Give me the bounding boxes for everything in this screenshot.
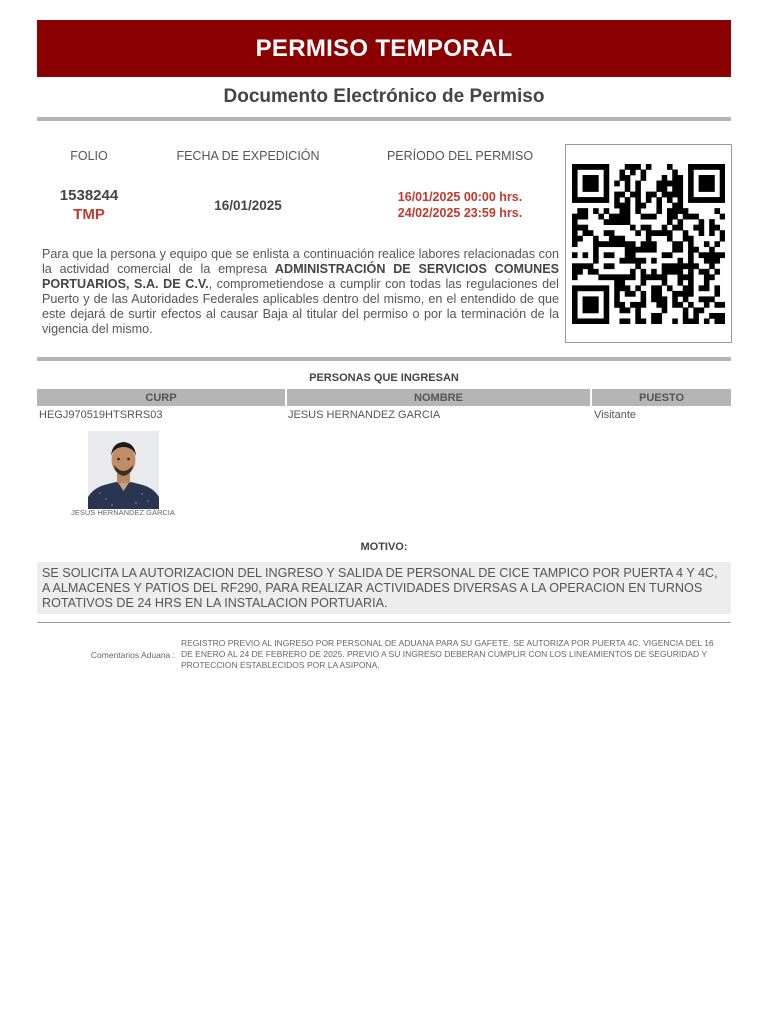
periodo-label: PERÍODO DEL PERMISO (386, 149, 534, 163)
person-photo (88, 431, 159, 509)
divider-top (37, 117, 731, 121)
column-header-puesto: PUESTO (592, 389, 731, 406)
personas-section-title: PERSONAS QUE INGRESAN (309, 372, 459, 384)
person-nombre: JESUS HERNANDEZ GARCIA (288, 409, 441, 421)
column-header-curp: CURP (37, 389, 285, 406)
folio-type: TMP (73, 206, 105, 223)
permit-title-banner (37, 20, 731, 77)
permit-description (42, 247, 559, 337)
divider-middle (37, 357, 731, 361)
folio-label: FOLIO (70, 149, 108, 163)
comentarios-text: REGISTRO PREVIO AL INGRESO POR PERSONAL DE ADUANA PARA SU GAFETE. SE AUTORIZA POR PUERTA 4C. VIGENCIA DEL 16 DE ENERO AL 24 DE FEBRERO DE 2025. PREVIO A SU INGRESO DEBERAN CUMPLIR CON LOS LINEAMIENTOS DE SEGURIDAD Y PROTECCION ESTABLECIDOS POR LA ASIPONA. (181, 638, 714, 670)
permit-title: PERMISO TEMPORAL (255, 34, 513, 62)
document-subtitle: Documento Electrónico de Permiso (223, 86, 545, 107)
periodo-value (372, 189, 548, 221)
comentarios-label: Comentarios Aduana : (90, 650, 175, 660)
motivo-text: SE SOLICITA LA AUTORIZACION DEL INGRESO Y SALIDA DE PERSONAL DE CICE TAMPICO POR PUERTA 4 Y 4C, A ALMACENES Y PATIOS DEL RF290, PARA REALIZAR ACTIVIDADES DIVERSAS A LA OPERACION EN TURNOS ROTATIVOS DE 24 HRS EN LA INSTALACION PORTUARIA. (37, 562, 731, 614)
periodo-fin: 24/02/2025 23:59 hrs. (397, 206, 523, 220)
photo-caption: JESUS HERNANDEZ GARCIA (71, 508, 175, 517)
fecha-expedicion-label: FECHA DE EXPEDICIÓN (176, 149, 320, 163)
column-header-nombre: NOMBRE (287, 389, 590, 406)
person-puesto: Visitante (594, 409, 636, 421)
periodo-inicio: 16/01/2025 00:00 hrs. (397, 190, 523, 204)
divider-bottom (37, 622, 731, 623)
folio-number: 1538244 (59, 187, 119, 204)
description-part1: Para que la persona y equipo que se enlista a continuación realice labores relacionadas con la actividad comercial de la empresa (42, 247, 559, 276)
motivo-title: MOTIVO: (360, 541, 408, 553)
qr-code-icon (572, 164, 725, 324)
description-part2: , comprometiendose a cumplir con todas las regulaciones del Puerto y de las Autoridades Federales aplicables dentro del mismo, en el entendido de que este dejará de surtir efectos al causar Baja al titular del permiso o por la terminación de la vigencia del mismo. (42, 277, 559, 336)
fecha-expedicion-value: 16/01/2025 (214, 198, 282, 213)
person-portrait-icon (88, 431, 159, 509)
person-curp: HEGJ970519HTSRRS03 (39, 409, 163, 421)
company-name: ADMINISTRACIÓN DE SERVICIOS COMUNES PORTUARIOS, S.A. DE C.V. (42, 262, 559, 291)
qr-code-box (565, 144, 732, 343)
